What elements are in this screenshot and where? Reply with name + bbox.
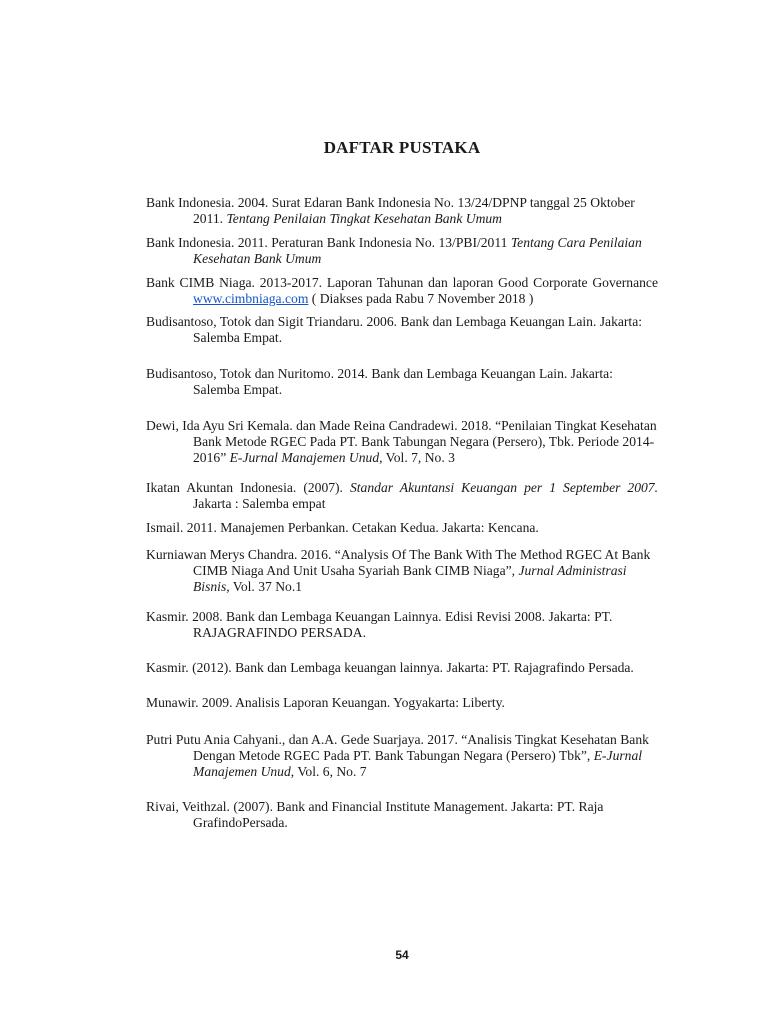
reference-item — [146, 609, 658, 641]
reference-link[interactable]: www.cimbniaga.com — [193, 291, 309, 306]
reference-title-italic: Tentang Penilaian Tingkat Kesehatan Bank Umum — [226, 211, 502, 226]
reference-text: Ikatan Akuntan Indonesia. (2007). — [146, 480, 350, 495]
reference-text: Kurniawan Merys Chandra. 2016. “Analysis Of The Bank With The Method RGEC At Bank CIMB Niaga And Unit Usaha Syariah Bank CIMB Niaga”, — [146, 547, 651, 578]
reference-item — [146, 418, 658, 466]
reference-title-italic: Jurnal Administrasi Bisnis, — [193, 563, 627, 594]
reference-text-after: , Vol. 6, No. 7 — [290, 764, 367, 779]
reference-text: Dewi, Ida Ayu Sri Kemala. dan Made Reina Candradewi. 2018. “Penilaian Tingkat Kesehatan Bank Metode RGEC Pada PT. Bank Tabungan Negara (Persero), Tbk. Periode 2014-2016” — [146, 418, 657, 465]
reference-text: Bank Indonesia. 2004. Surat Edaran Bank Indonesia No. 13/24/DPNP tanggal 25 Oktober 2011. — [146, 195, 635, 226]
reference-item — [146, 732, 658, 780]
reference-text: Kasmir. (2012). Bank dan Lembaga keuangan lainnya. Jakarta: PT. Rajagrafindo Persada. — [146, 660, 634, 675]
reference-text: Rivai, Veithzal. (2007). Bank and Financial Institute Management. Jakarta: PT. Raja GrafindoPersada. — [146, 799, 604, 830]
reference-list — [146, 195, 658, 831]
page-number: 54 — [395, 948, 409, 962]
reference-item — [146, 314, 658, 346]
reference-text-after: ( Diakses pada Rabu 7 November 2018 ) — [308, 291, 534, 306]
reference-item — [146, 660, 658, 676]
reference-item — [146, 235, 658, 267]
reference-item — [146, 520, 658, 536]
reference-text-after: Vol. 37 No.1 — [229, 579, 303, 594]
reference-text: Ismail. 2011. Manajemen Perbankan. Cetakan Kedua. Jakarta: Kencana. — [146, 520, 539, 535]
reference-item — [146, 275, 658, 307]
reference-item — [146, 195, 658, 227]
reference-text: Bank CIMB Niaga. 2013-2017. Laporan Tahunan dan laporan Good Corporate Governance — [146, 275, 658, 290]
reference-text: Budisantoso, Totok dan Nuritomo. 2014. Bank dan Lembaga Keuangan Lain. Jakarta: Salemba Empat. — [146, 366, 613, 397]
reference-text: Kasmir. 2008. Bank dan Lembaga Keuangan Lainnya. Edisi Revisi 2008. Jakarta: PT. RAJAGRAFINDO PERSADA. — [146, 609, 613, 640]
reference-title-italic: Standar Akuntansi Keuangan per 1 September 2007. — [349, 480, 659, 495]
reference-item — [146, 547, 658, 595]
reference-text: Budisantoso, Totok dan Sigit Triandaru. 2006. Bank dan Lembaga Keuangan Lain. Jakarta: Salemba Empat. — [146, 314, 643, 345]
reference-text: Bank Indonesia. 2011. Peraturan Bank Indonesia No. 13/PBI/2011 — [146, 235, 511, 250]
reference-item — [146, 480, 658, 512]
reference-text: Putri Putu Ania Cahyani., dan A.A. Gede Suarjaya. 2017. “Analisis Tingkat Kesehatan Bank Dengan Metode RGEC Pada PT. Bank Tabungan Negara (Persero) Tbk”, — [146, 732, 649, 763]
reference-text-after: , Vol. 7, No. 3 — [379, 450, 455, 465]
page-title: DAFTAR PUSTAKA — [323, 138, 481, 157]
reference-title-italic: Tentang Cara Penilaian Kesehatan Bank Umum — [193, 235, 642, 266]
reference-item — [146, 799, 658, 831]
reference-text-after: Jakarta : Salemba empat — [193, 496, 326, 511]
reference-title-italic: E-Jurnal Manajemen Unud — [193, 748, 643, 779]
reference-text: Munawir. 2009. Analisis Laporan Keuangan. Yogyakarta: Liberty. — [146, 695, 505, 710]
reference-item — [146, 366, 658, 398]
reference-title-italic: E-Jurnal Manajemen Unud — [229, 450, 380, 465]
reference-item — [146, 695, 658, 711]
